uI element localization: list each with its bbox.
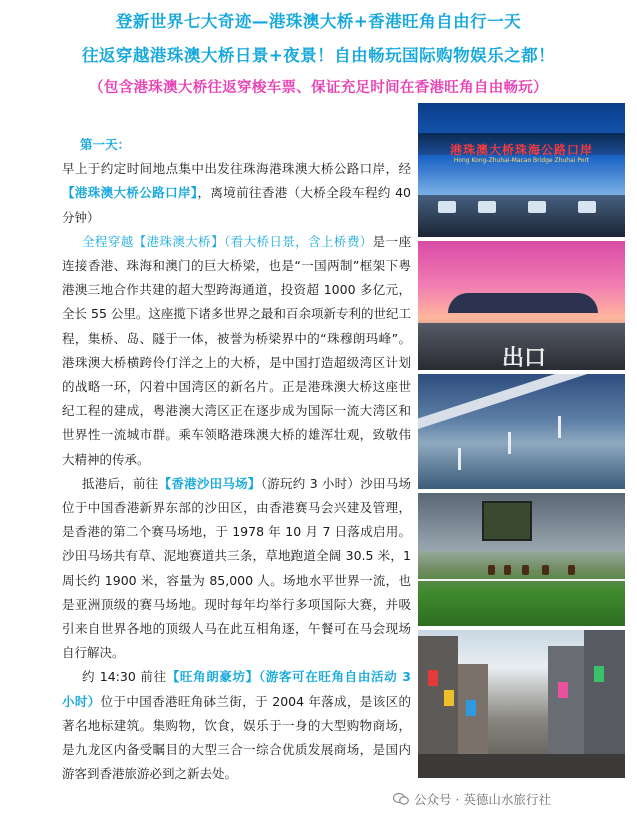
paragraph-racecourse [62, 472, 411, 666]
title-line-1: 登新世界七大奇迹—港珠澳大桥+香港旺角自由行一天 [115, 12, 522, 31]
bridge-pylon [458, 448, 461, 470]
shop-sign [428, 670, 438, 686]
photo-bridge-port-night [418, 103, 625, 237]
shop-sign [466, 700, 476, 716]
highlight-racecourse: 【香港沙田马场】 [158, 475, 261, 491]
title-line-2: 往返穿越港珠澳大桥日景+夜景！自由畅玩国际购物娱乐之都！ [81, 46, 556, 65]
bridge-note: （看大桥日景，含上桥费） [224, 233, 373, 249]
big-screen [482, 501, 532, 541]
terminal-building [448, 293, 598, 313]
bridge-pylon [508, 432, 511, 454]
bus-shape [478, 201, 496, 213]
racecourse-text-b: （游玩约 3 小时）沙田马场位于中国香港新界东部的沙田区，由香港赛马会兴建及管理，是香港的第二个赛马场地，于 1978 年 10 月 7 日落成启用。沙田马场共有草、泥地赛道共三条，草地跑道全阔 30.5 米，1 周长约 1900 米，容量为 85,000 人。场地水平世界一流，也是亚洲顶级的赛马场地。现时每年均举行多项国际大赛，并吸引来自世界各地的顶级人马在此互相角逐，午餐可在马会现场自行解决。 [62, 475, 411, 661]
photo-mongkok-street [418, 630, 625, 778]
bus-shape [438, 201, 456, 213]
street-road [418, 754, 625, 778]
photo-racecourse [418, 493, 625, 626]
bridge-deck [418, 374, 625, 432]
paragraph-mongkok [62, 665, 411, 786]
departure-text-b: ，离境前往香港（大桥全段车程约 40 分钟） [62, 185, 411, 225]
shop-sign [594, 666, 604, 682]
bridge-lead: 全程穿越 [82, 233, 134, 249]
horse-shape [522, 565, 529, 575]
wechat-icon [393, 792, 409, 806]
bus-shape [528, 201, 546, 213]
photo-bridge-sea [418, 374, 625, 489]
building-shape [548, 646, 584, 756]
day-label: 第一天： [80, 137, 131, 152]
track-rail [418, 579, 625, 581]
port-sign-english: Hong Kong-Zhuhai-Macao Bridge Zhuhai Port [453, 157, 590, 164]
horse-shape [504, 565, 511, 575]
itinerary-text [62, 133, 411, 786]
shop-sign [558, 682, 568, 698]
bridge-body: 是一座连接香港、珠海和澳门的巨大桥梁，也是“一国两制”框架下粤港澳三地合作共建的超大型跨海通道，投资超 1000 多亿元，全长 55 公里。这座揽下诸多世界之最和百余项新专利的世纪工程，集桥、岛、隧于一体，被誉为桥梁界中的“珠穆朗玛峰”。港珠澳大桥横跨伶仃洋之上的大桥，是中国打造超级湾区计划的战略一环，闪着中国湾区的新名片。正是港珠澳大桥这座世纪工程的建成，粤港澳大湾区正在逐步成为国际一流大湾区和世界性一流城市群。乘车领略港珠澳大桥的雄浑壮观，致敬伟大精神的传承。 [62, 233, 411, 467]
horse-shape [488, 565, 495, 575]
racecourse-text-a: 抵港后，前往 [82, 475, 159, 491]
highlight-bridge: 【港珠澳大桥】 [133, 233, 224, 249]
photo-terminal-sunset [418, 241, 625, 370]
building-shape [584, 630, 625, 756]
paragraph-departure [62, 157, 411, 230]
bridge-pylon [558, 416, 561, 438]
horse-shape [568, 565, 575, 575]
road-marking: 出口 [502, 346, 547, 370]
port-sign: 港珠澳大桥珠海公路口岸 [449, 143, 593, 157]
title-line-3: （包含港珠澳大桥往返穿梭车票、保证充足时间在香港旺角自由畅玩） [89, 80, 548, 96]
highlight-bridge-port: 【港珠澳大桥公路口岸】 [62, 185, 198, 201]
watermark-text: 公众号 · 英德山水旅行社 [414, 792, 551, 807]
mongkok-text-b: 位于中国香港旺角砵兰街，于 2004 年落成，是该区的著名地标建筑。集购物，饮食，娱乐于一身的大型购物商场，是九龙区内备受瞩目的大型三合一综合优质发展商场，是国内游客到香港旅游必到之新去处。 [62, 693, 411, 782]
bus-shape [578, 201, 596, 213]
watermark [393, 790, 629, 810]
mongkok-text-a: 约 14:30 前往 [82, 669, 167, 685]
shop-sign [444, 690, 454, 706]
horse-shape [542, 565, 549, 575]
highlight-langham-place: 【旺角朗豪坊】（游客可在旺角自由活动 3 小时） [62, 669, 411, 709]
departure-text-a: 早上于约定时间地点集中出发往珠海港珠澳大桥公路口岸，经 [62, 161, 411, 177]
paragraph-bridge [62, 230, 411, 472]
